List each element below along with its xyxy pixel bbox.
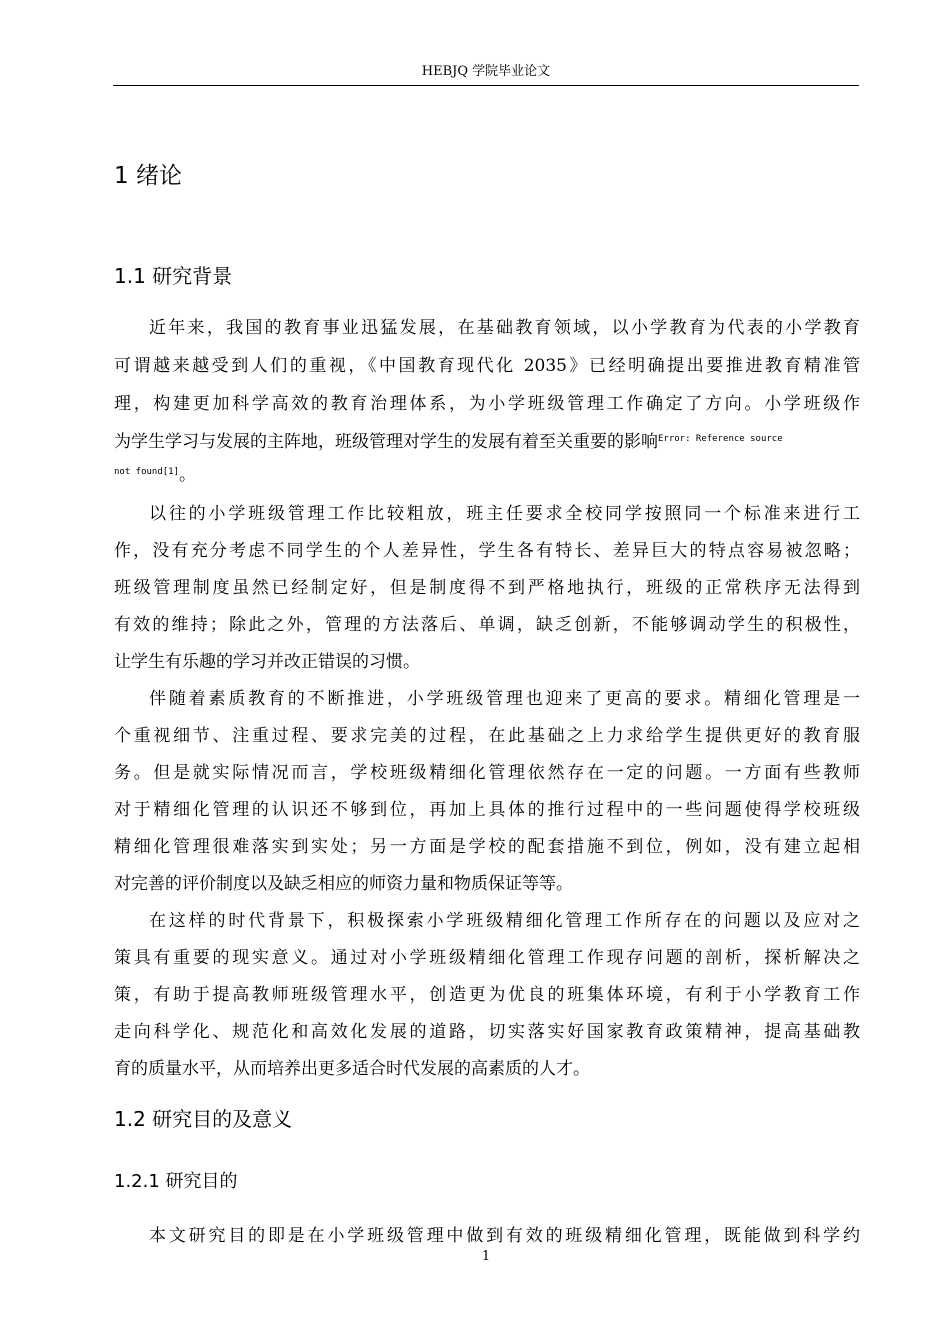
- paragraph-text: 为学生学习与发展的主阵地，班级管理对学生的发展有着至关重要的影响: [114, 432, 658, 452]
- header-rule: [113, 85, 859, 86]
- paragraph-line: 让学生有乐趣的学习并改正错误的习惯。: [114, 652, 420, 672]
- paragraph-line: 班级管理制度虽然已经制定好，但是制度得不到严格地执行，班级的正常秩序无法得到: [114, 578, 860, 598]
- section-title-1-1: 1.1 研究背景: [114, 264, 233, 288]
- paragraph-line: 在这样的时代背景下，积极探索小学班级精细化管理工作所存在的问题以及应对之: [149, 911, 860, 931]
- sentence-end: 。: [179, 465, 197, 485]
- paragraph-line: 精细化管理很难落实到实处；另一方面是学校的配套措施不到位，例如，没有建立起相: [114, 837, 860, 857]
- paragraph-line: 务。但是就实际情况而言，学校班级精细化管理依然存在一定的问题。一方面有些教师: [114, 763, 860, 783]
- paragraph-line: 可谓越来越受到人们的重视，《中国教育现代化 2035》已经明确提出要推进教育精准管: [114, 356, 860, 376]
- paragraph-line: 有效的维持；除此之外，管理的方法落后、单调，缺乏创新，不能够调动学生的积极性，: [114, 615, 860, 635]
- paragraph-line: 育的质量水平，从而培养出更多适合时代发展的高素质的人才。: [114, 1059, 590, 1079]
- paragraph-line: 个重视细节、注重过程、要求完美的过程，在此基础之上力求给学生提供更好的教育服: [114, 726, 860, 746]
- chapter-title: 1 绪论: [114, 163, 182, 189]
- paragraph-line: [114, 421, 860, 457]
- page-header: HEBJQ 学院毕业论文: [421, 64, 551, 79]
- paragraph-line: 策，有助于提高教师班级管理水平，创造更为优良的班集体环境，有利于小学教育工作: [114, 985, 860, 1005]
- paragraph-line: 作，没有充分考虑不同学生的个人差异性，学生各有特长、差异巨大的特点容易被忽略；: [114, 541, 860, 561]
- section-title-1-2: 1.2 研究目的及意义: [114, 1107, 293, 1131]
- paragraph-line: 理，构建更加科学高效的教育治理体系，为小学班级管理工作确定了方向。小学班级作: [114, 394, 860, 414]
- paragraph-line: 近年来，我国的教育事业迅猛发展，在基础教育领域，以小学教育为代表的小学教育: [149, 318, 860, 338]
- paragraph-line: 策具有重要的现实意义。通过对小学班级精细化管理工作现存问题的剖析，探析解决之: [114, 948, 860, 968]
- reference-error-tail: not found[1]: [114, 467, 180, 477]
- paragraph-line: 以往的小学班级管理工作比较粗放，班主任要求全校同学按照同一个标准来进行工: [149, 504, 860, 524]
- reference-error: Error: Reference source: [658, 434, 783, 444]
- paragraph-line: 伴随着素质教育的不断推进，小学班级管理也迎来了更高的要求。精细化管理是一: [149, 689, 860, 709]
- paragraph-line: 对于精细化管理的认识还不够到位，再加上具体的推行过程中的一些问题使得学校班级: [114, 800, 860, 820]
- paragraph-line: 走向科学化、规范化和高效化发展的道路，切实落实好国家教育政策精神，提高基础教: [114, 1022, 860, 1042]
- subsection-title-1-2-1: 1.2.1 研究目的: [114, 1171, 238, 1192]
- page-number: 1: [481, 1249, 491, 1264]
- paragraph-line: 本文研究目的即是在小学班级管理中做到有效的班级精细化管理，既能做到科学约: [149, 1226, 860, 1246]
- reference-error-continuation: [114, 462, 197, 485]
- paragraph-line: 对完善的评价制度以及缺乏相应的师资力量和物质保证等等。: [114, 874, 573, 894]
